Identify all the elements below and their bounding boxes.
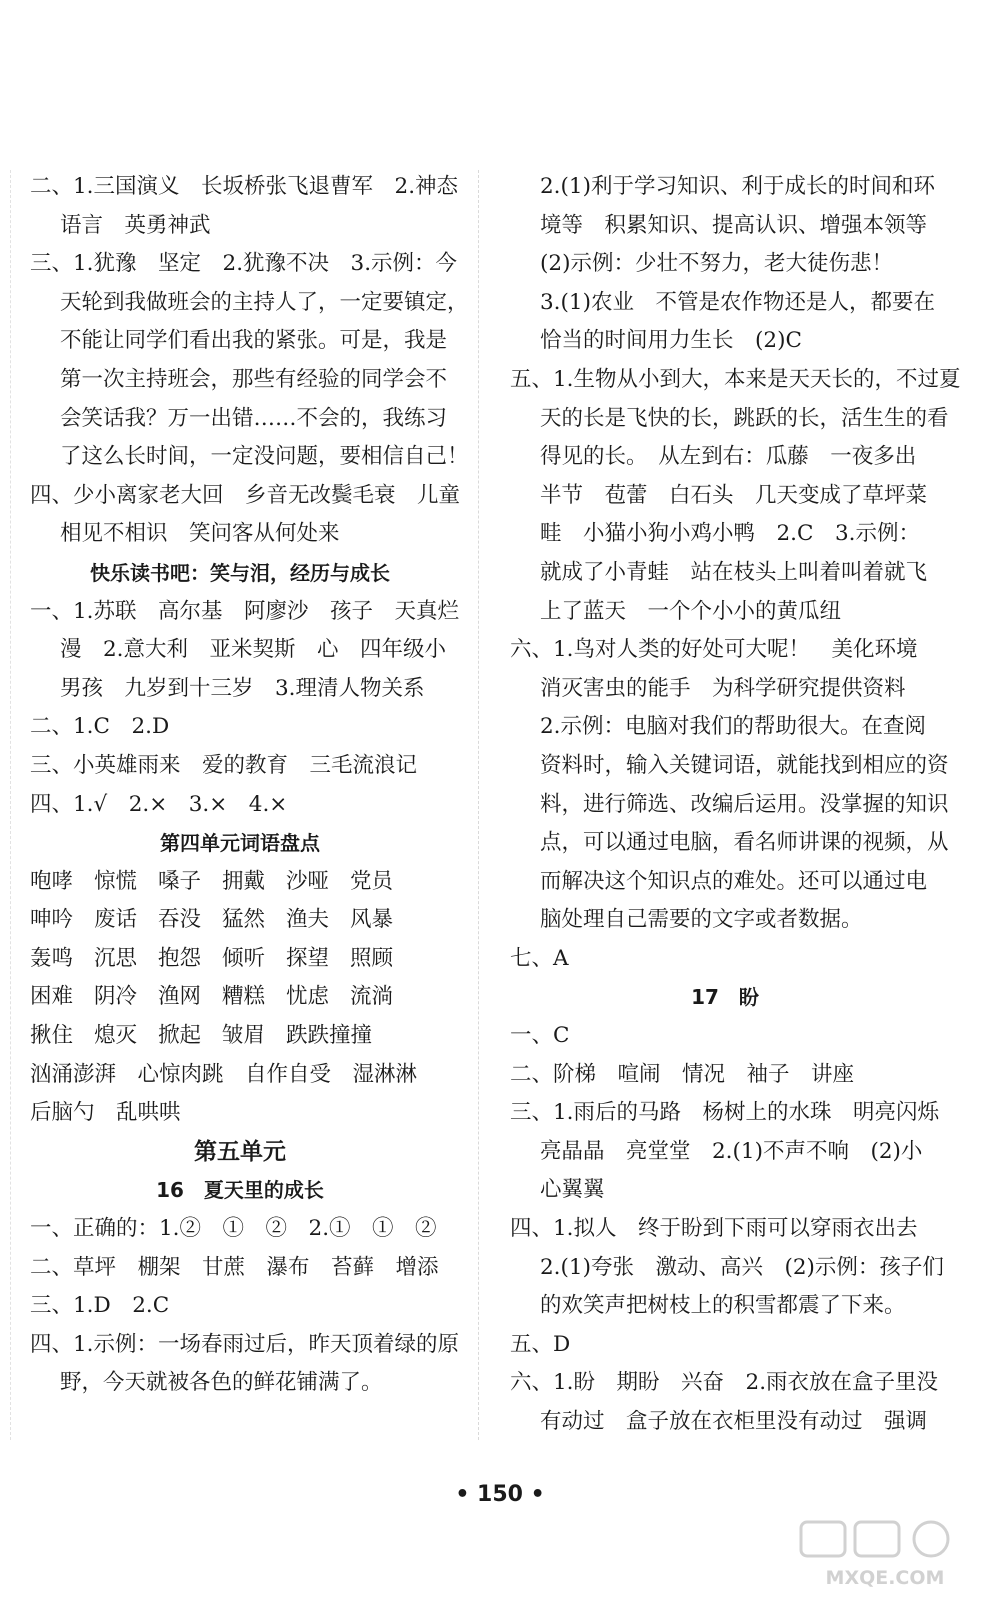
vocab-word: 沙哑 [286,868,330,894]
vocab-word: 嗓子 [158,868,202,894]
answer-line: (2)示例：少壮不努力，老大徒伤悲！ [540,251,893,277]
answer-line: 3.(1)农业 不管是农作物还是人，都要在 [540,289,935,315]
section-heading: 16 夏天里的成长 [156,1178,324,1203]
word-row [30,940,450,979]
answer-line: 二、1.三国演义 长坂桥张飞退曹军 2.神态 [30,174,459,199]
answer-line: 五、D [510,1331,571,1357]
answer-line: 三、1.雨后的马路 杨树上的水珠 明亮闪烁 [510,1100,940,1126]
vocab-word: 惊慌 [94,868,138,894]
answer-line: 消灭害虫的能手 为科学研究提供资料 [540,675,906,701]
word-row [30,863,450,902]
answer-line: 一、C [510,1023,570,1049]
page-number: • 150 • [455,1482,545,1507]
vocab-word: 呻吟 [30,907,74,933]
answer-line: 漫 2.意大利 亚米契斯 心 四年级小 [60,637,447,663]
vocab-word: 轰鸣 [30,945,74,971]
answer-line: 2.(1)利于学习知识、利于成长的时间和环 [540,174,935,199]
vocab-word: 照顾 [350,945,394,971]
answer-line: 了这么长时间，一定没问题，要相信自己！ [60,444,469,470]
answer-line: 野，今天就被各色的鲜花铺满了。 [60,1370,383,1396]
answer-line: 会笑话我？万一出错……不会的，我练习 [60,405,448,431]
column-divider [478,170,479,1440]
vocab-word: 忧虑 [286,984,330,1010]
answer-line: 上了蓝天 一个个小小的黄瓜纽 [540,598,842,624]
unit-heading: 第五单元 [194,1138,286,1165]
answer-line: 脑处理自己需要的文字或者数据。 [540,907,863,933]
vocab-word: 流淌 [350,984,394,1010]
answer-line: 四、1.拟人 终于盼到下雨可以穿雨衣出去 [510,1216,918,1242]
answer-line: 七、A [510,945,569,971]
answer-line: 心翼翼 [540,1177,605,1203]
vocab-word: 困难 [30,984,74,1010]
answer-line: 资料时，输入关键词语，就能找到相应的资 [540,752,949,778]
vocab-word: 阴冷 [94,984,138,1010]
answer-line: 三、1.D 2.C [30,1293,170,1319]
vocab-word: 猛然 [222,907,266,933]
answer-line: 点，可以通过电脑，看名师讲课的视频，从 [540,830,949,856]
watermark-logo [793,1518,978,1593]
word-row [30,901,450,940]
vocab-word: 熄灭 [94,1023,138,1049]
word-row [30,1017,450,1056]
answer-line: 得见的长。 从左到右：瓜藤 一夜多出 [540,444,917,470]
section-heading: 17 盼 [691,985,759,1010]
vocab-word: 糟糕 [222,984,266,1010]
vocab-word: 渔网 [158,984,202,1010]
answer-line: 畦 小猫小狗小鸡小鸭 2.C 3.示例： [540,521,920,547]
answer-line: 五、1.生物从小到大，本来是天天长的，不过夏 [510,366,961,392]
answer-line: 后脑勺 乱哄哄 [30,1100,181,1126]
answer-line: 有动过 盒子放在衣柜里没有动过 强调 [540,1409,928,1434]
answer-line: 二、1.C 2.D [30,714,170,740]
vocab-word: 跌跌撞撞 [286,1023,373,1049]
answer-line: 不能让同学们看出我的紧张。可是，我是 [60,328,448,354]
right-answer-column [510,168,961,1442]
vocab-word: 探望 [286,945,330,971]
answer-line: 四、1.√ 2.× 3.× 4.× [30,791,288,817]
vocab-word: 掀起 [158,1023,202,1049]
vocab-word: 废话 [94,907,138,933]
vocab-word: 抱怨 [158,945,202,971]
answer-line: 六、1.鸟对人类的好处可大呢！ 美化环境 [510,637,918,663]
answer-line: 就成了小青蛙 站在枝头上叫着叫着就飞 [540,559,928,585]
vocab-word: 皱眉 [222,1023,266,1049]
answer-line: 境等 积累知识、提高认识、增强本领等 [540,212,928,238]
answer-line: 的欢笑声把树枝上的积雪都震了下来。 [540,1293,906,1319]
answer-line: 男孩 九岁到十三岁 3.理清人物关系 [60,675,425,701]
answer-line: 六、1.盼 期盼 兴奋 2.雨衣放在盒子里没 [510,1370,939,1396]
vocab-word: 沉思 [94,945,138,971]
answer-line: 一、1.苏联 高尔基 阿廖沙 孩子 天真烂 [30,598,460,624]
answer-line: 相见不相识 笑问客从何处来 [60,521,340,547]
answer-line: 二、阶梯 喧闹 情况 袖子 讲座 [510,1061,855,1087]
answer-line: 四、1.示例：一场春雨过后，昨天顶着绿的原 [30,1331,460,1357]
vocab-word: 揪住 [30,1023,74,1049]
answer-line: 而解决这个知识点的难处。还可以通过电 [540,868,928,894]
answer-line: 料，进行筛选、改编后运用。没掌握的知识 [540,791,949,817]
watermark-text: MXQE.COM [825,1567,945,1589]
answer-line: 语言 英勇神武 [60,212,211,238]
vocab-word: 咆哮 [30,868,74,894]
answer-line: 恰当的时间用力生长 (2)C [540,328,802,354]
vocab-word: 倾听 [222,945,266,971]
answer-line: 第一次主持班会，那些有经验的同学会不 [60,366,448,392]
left-answer-column [30,168,469,1403]
vocab-word: 党员 [350,868,394,894]
answer-line: 2.示例：电脑对我们的帮助很大。在查阅 [540,714,927,740]
word-row [30,978,450,1017]
answer-line: 天的长是飞快的长，跳跃的长，活生生的看 [540,405,949,431]
vocab-word: 吞没 [158,907,202,933]
answer-line: 四、少小离家老大回 乡音无改鬓毛衰 儿童 [30,482,461,508]
answer-line: 天轮到我做班会的主持人了，一定要镇定， [60,289,469,315]
vocab-word: 风暴 [350,907,394,933]
page-edge-rule [10,170,11,1440]
answer-line: 汹涌澎湃 心惊肉跳 自作自受 湿淋淋 [30,1061,418,1087]
vocab-word: 拥戴 [222,868,266,894]
vocab-word: 渔夫 [286,907,330,933]
answer-line: 三、1.犹豫 坚定 2.犹豫不决 3.示例：今 [30,251,458,277]
answer-line: 2.(1)夸张 激动、高兴 (2)示例：孩子们 [540,1254,944,1280]
answer-line: 三、小英雄雨来 爱的教育 三毛流浪记 [30,752,418,778]
answer-line: 一、正确的：1.② ① ② 2.① ① ② [30,1216,437,1242]
section-heading: 第四单元词语盘点 [160,831,320,856]
answer-line: 二、草坪 棚架 甘蔗 瀑布 苔藓 增添 [30,1254,439,1280]
section-heading: 快乐读书吧：笑与泪，经历与成长 [90,560,390,585]
answer-line: 亮晶晶 亮堂堂 2.(1)不声不响 (2)小 [540,1138,923,1164]
answer-line: 半节 苞蕾 白石头 几天变成了草坪菜 [540,482,928,508]
